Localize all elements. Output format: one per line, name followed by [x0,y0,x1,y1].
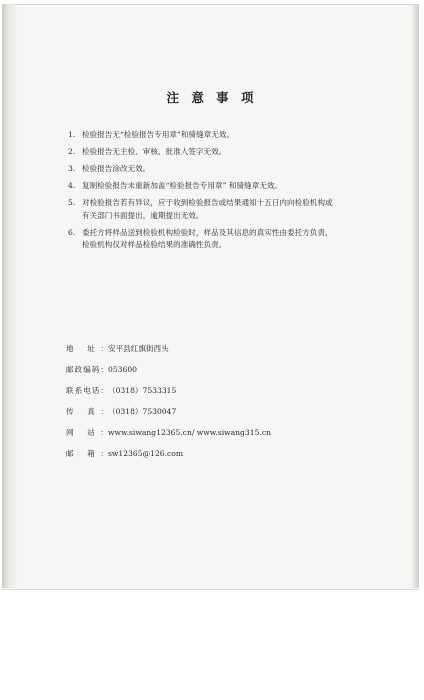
contact-value: 053600 [108,365,137,374]
notice-text-line: 检验报告涂改无效。 [82,164,151,173]
notice-number: 1. [68,130,76,139]
notice-text-line: 检验机构仅对样品检验结果的准确性负责。 [82,240,227,249]
notice-list [68,129,388,256]
contact-label: 邮政编码： [66,365,108,374]
contact-value: （0318）7530047 [108,407,177,416]
notice-number: 6. [68,227,76,237]
notice-text-line: 对检验报告若有异议，应于收到检验报告或结果通知十五日内向检验机构或 [82,198,333,207]
contact-info [66,343,366,469]
contact-value: www.siwang12365.cn/ www.siwang315.cn [108,428,271,437]
contact-value: sw12365@126.com [108,449,184,458]
notice-item [68,146,388,159]
notice-item [68,180,388,193]
notice-number: 5. [68,198,76,207]
notice-text-line: 检验报告无主检、审核、批准人签字无效。 [82,147,227,156]
notice-item [68,227,388,252]
page-title: 注 意 事 项 [166,90,258,105]
notice-text-line: 委托方将样品送到检验机构检验时，样品及其信息的真实性由委托方负责， [82,227,333,237]
contact-row-fax [66,406,366,427]
contact-label: 地 址： [66,344,108,353]
contact-row-website [66,427,366,448]
notice-item [68,163,388,176]
contact-label: 网 站： [66,428,108,437]
contact-row-email [66,448,366,469]
contact-label: 联系电话： [66,386,108,395]
notice-number: 3. [68,164,76,173]
notice-number: 4. [68,181,76,190]
contact-value: 安平县红旗街西头 [108,344,169,353]
notice-item [68,197,388,222]
contact-row-address [66,343,366,364]
contact-row-postal-code [66,364,366,385]
notice-item [68,129,388,142]
contact-value: （0318）7533315 [108,386,177,395]
contact-label: 邮 箱： [66,449,108,458]
notice-text-line: 检验报告无“检验报告专用章”和骑缝章无效。 [82,130,235,139]
contact-label: 传 真： [66,407,108,416]
notice-text-line: 有关部门书面提出，逾期提出无效。 [82,210,204,220]
notice-text-line: 复制检验报告未重新加盖“检验报告专用章” 和骑缝章无效。 [82,181,283,190]
contact-row-phone [66,385,366,406]
notice-number: 2. [68,147,76,156]
